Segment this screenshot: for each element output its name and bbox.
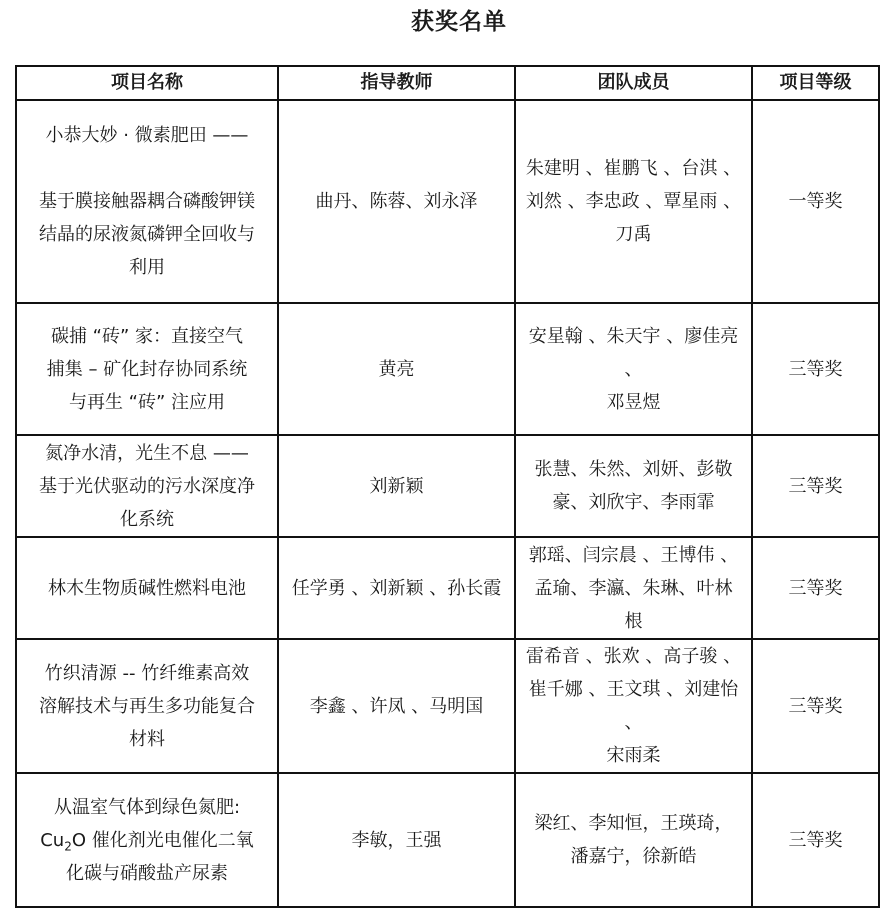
project-name-line: 捕集 – 矿化封存协同系统 — [46, 358, 248, 380]
members-line: 根 — [624, 610, 643, 632]
members-line: 孟瑜、李瀛、朱琳、叶林 — [534, 577, 733, 599]
members-line: 朱建明 、崔鹏飞 、台淇 、 — [525, 158, 742, 179]
project-name-line: 从温室气体到绿色氮肥: — [53, 796, 241, 818]
grade-cell: 三等奖 — [752, 303, 879, 435]
project-name-line: 结晶的尿液氮磷钾全回收与 — [39, 224, 255, 245]
advisors-cell: 任学勇 、刘新颖 、孙长霞 — [278, 537, 515, 639]
project-name-line: 化系统 — [120, 508, 174, 530]
project-name-cell — [16, 773, 278, 907]
project-name-cell — [16, 537, 278, 639]
members-cell — [515, 435, 752, 537]
grade-cell: 三等奖 — [752, 537, 879, 639]
members-line: 刘然 、李忠政 、覃星雨 、 — [525, 191, 742, 212]
advisors-cell: 刘新颖 — [278, 435, 515, 537]
table-row — [16, 100, 879, 303]
table-row — [16, 303, 879, 435]
header-advisors: 指导教师 — [278, 66, 515, 100]
table-header-row — [16, 66, 879, 100]
members-line: 刀禹 — [615, 224, 652, 245]
grade-cell: 三等奖 — [752, 435, 879, 537]
header-team-members: 团队成员 — [515, 66, 752, 100]
members-cell — [515, 639, 752, 773]
table-row — [16, 537, 879, 639]
advisors-cell: 李鑫 、许凤 、马明国 — [278, 639, 515, 773]
grade-cell: 三等奖 — [752, 639, 879, 773]
members-line: 梁红、李知恒，王瑛琦， — [534, 813, 733, 834]
project-name-line: 材料 — [129, 728, 165, 750]
project-name-line: 氮净水清，光生不息 —— — [45, 442, 249, 464]
formula-part: O 催化剂光电催化二氧 — [71, 829, 254, 851]
members-line: 宋雨柔 — [606, 745, 661, 766]
header-project-name: 项目名称 — [16, 66, 278, 100]
project-name-line-formula — [25, 824, 269, 857]
awards-table — [15, 65, 880, 908]
advisors-cell: 曲丹、陈蓉、刘永泽 — [278, 100, 515, 303]
members-line: 张慧、朱然、刘妍、彭敬 — [534, 459, 733, 480]
blank-line — [25, 152, 269, 185]
members-line: 郭瑶、闫宗晨 、王博伟 、 — [528, 544, 739, 566]
project-name-line: 基于光伏驱动的污水深度净 — [39, 475, 255, 497]
advisors-cell: 李敏，王强 — [278, 773, 515, 907]
project-name-cell — [16, 435, 278, 537]
project-name-line: 碳捕 “砖” 家：直接空气 — [50, 325, 244, 347]
project-name-line: 与再生 “砖” 注应用 — [68, 391, 226, 413]
project-name-line: 林木生物质碱性燃料电池 — [48, 577, 246, 599]
table-row — [16, 435, 879, 537]
members-line: 崔千娜 、王文琪 、刘建怡 、 — [528, 679, 739, 733]
project-name-line: 小恭大妙 · 微素肥田 —— — [45, 125, 249, 146]
project-name-line: 溶解技术与再生多功能复合 — [39, 695, 255, 717]
formula-subscript: 2 — [64, 839, 72, 854]
members-line: 豪、刘欣宇、李雨霏 — [552, 492, 715, 513]
advisors-cell: 黄亮 — [278, 303, 515, 435]
members-cell — [515, 100, 752, 303]
page-title: 获奖名单 — [411, 9, 507, 35]
members-cell — [515, 773, 752, 907]
project-name-line: 利用 — [129, 257, 165, 278]
header-grade: 项目等级 — [752, 66, 879, 100]
members-line: 邓昱煜 — [606, 391, 661, 413]
formula-part: Cu — [40, 829, 65, 851]
members-cell — [515, 303, 752, 435]
table-row — [16, 639, 879, 773]
project-name-line: 竹织清源 -- 竹纤维素高效 — [44, 662, 250, 684]
project-name-cell — [16, 639, 278, 773]
project-name-cell — [16, 100, 278, 303]
members-line: 雷希音 、张欢 、高子骏 、 — [525, 646, 742, 667]
grade-cell: 一等奖 — [752, 100, 879, 303]
members-line: 安星翰 、朱天宇 、廖佳亮 、 — [528, 325, 739, 380]
members-line: 潘嘉宁，徐新皓 — [570, 846, 697, 867]
project-name-line: 化碳与硝酸盐产尿素 — [66, 862, 228, 884]
members-cell — [515, 537, 752, 639]
project-name-line: 基于膜接触器耦合磷酸钾镁 — [39, 191, 255, 212]
project-name-cell — [16, 303, 278, 435]
grade-cell: 三等奖 — [752, 773, 879, 907]
table-row — [16, 773, 879, 907]
